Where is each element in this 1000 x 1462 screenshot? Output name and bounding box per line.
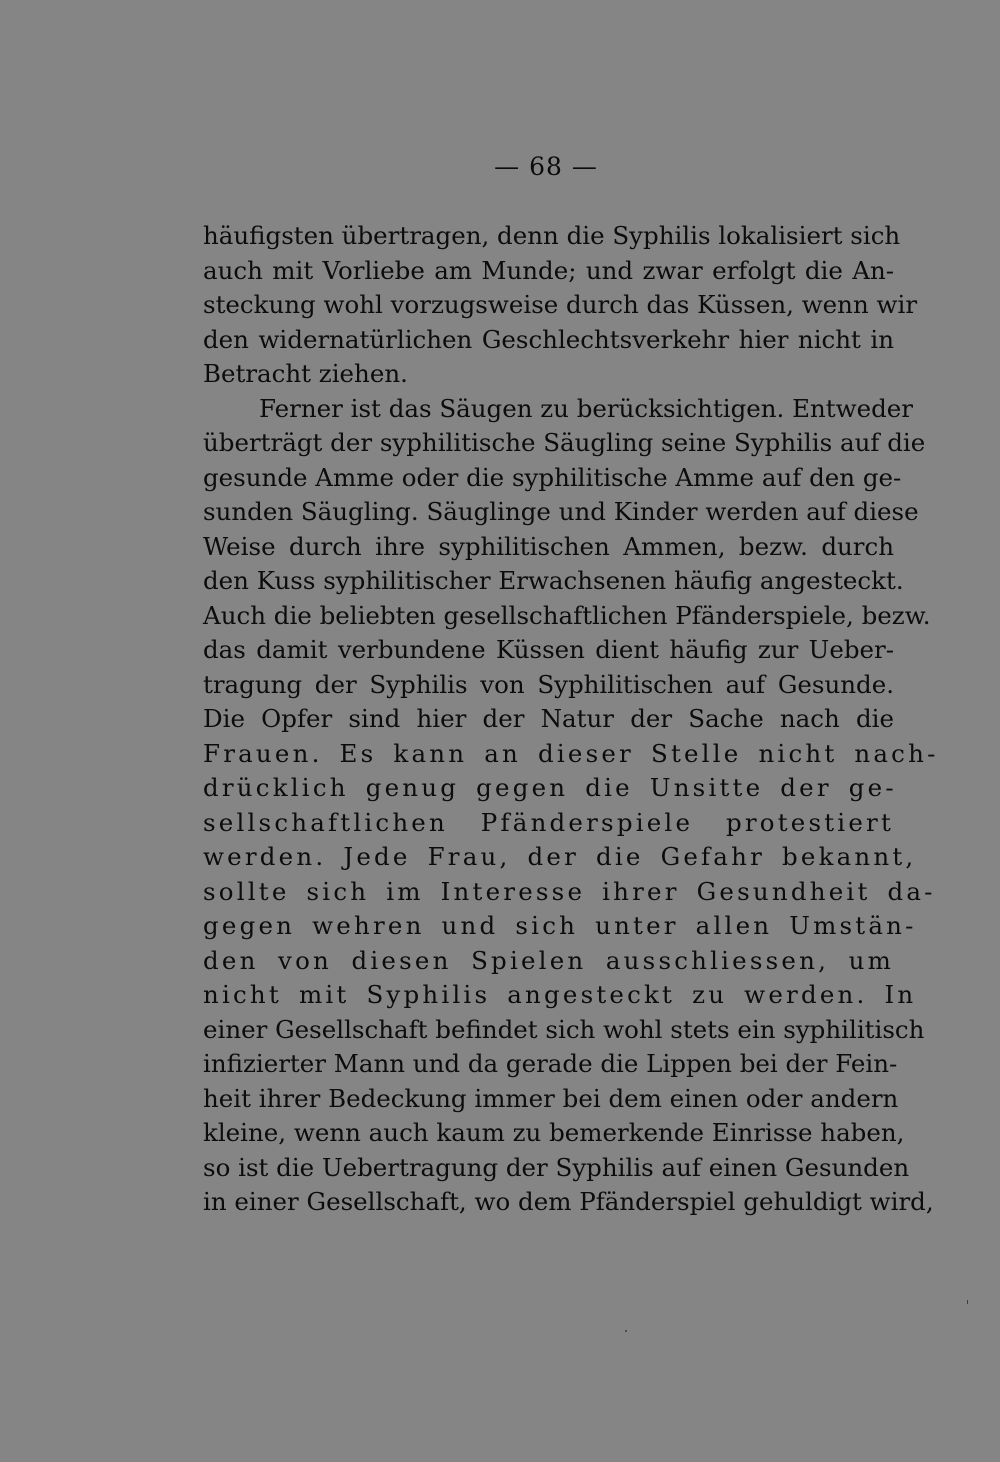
text-line: tragung der Syphilis von Syphilitischen auf Gesunde. — [203, 669, 894, 699]
text-line: Weise durch ihre syphilitischen Ammen, bezw. durch — [203, 531, 894, 561]
spaced-text-line: werden. Jede Frau, der die Gefahr bekannt, — [203, 842, 917, 871]
text-line: häufigsten übertragen, denn die Syphilis lokalisiert sich — [203, 221, 901, 250]
text-line: Auch die beliebten gesellschaftlichen Pfänderspiele, bezw. — [203, 600, 931, 630]
body-text — [203, 219, 939, 1220]
spaced-text-line: drücklich genug gegen die Unsitte der ge- — [203, 773, 897, 802]
text-line: Betracht ziehen. — [203, 359, 408, 388]
text-line: so ist die Uebertragung der Syphilis auf einen Gesunden — [203, 1152, 910, 1182]
spaced-text-line: nicht mit Syphilis angesteckt zu werden. In — [203, 980, 917, 1009]
spaced-text-line: gegen wehren und sich unter allen Umstän- — [203, 911, 917, 940]
scan-speck — [967, 1300, 968, 1304]
spaced-text-line: den von diesen Spielen ausschliessen, um — [203, 945, 894, 975]
text-line: sunden Säugling. Säuglinge und Kinder werden auf diese — [203, 497, 919, 526]
text-line: Die Opfer sind hier der Natur der Sache nach die — [203, 704, 894, 733]
text-line: gesunde Amme oder die syphilitische Amme auf den ge- — [203, 462, 902, 492]
text-line: einer Gesellschaft befindet sich wohl stets ein syphilitisch — [203, 1014, 925, 1044]
scan-speck — [625, 1330, 627, 1332]
paragraph-start-line: Ferner ist das Säugen zu berücksichtigen. Entweder — [259, 393, 913, 423]
text-line: steckung wohl vorzugsweise durch das Küssen, wenn wir — [203, 290, 918, 319]
spaced-text-line: Frauen. Es kann an dieser Stelle nicht nach- — [203, 738, 939, 768]
text-line: das damit verbundene Küssen dient häufig zur Ueber- — [203, 635, 894, 664]
text-line: den Kuss syphilitischer Erwachsenen häufig angesteckt. — [203, 566, 904, 595]
text-line: kleine, wenn auch kaum zu bemerkende Einrisse haben, — [203, 1118, 905, 1147]
page-number: — 68 — — [494, 152, 598, 181]
text-line: den widernatürlichen Geschlechtsverkehr hier nicht in — [203, 324, 894, 354]
spaced-text-line: sellschaftlichen Pfänderspiele protestiert — [203, 807, 894, 837]
text-line: infizierter Mann und da gerade die Lippen bei der Fein- — [203, 1049, 898, 1078]
spaced-text-line: sollte sich im Interesse ihrer Gesundheit da- — [203, 876, 936, 906]
text-line: überträgt der syphilitische Säugling seine Syphilis auf die — [203, 428, 926, 457]
text-line: in einer Gesellschaft, wo dem Pfänderspiel gehuldigt wird, — [203, 1187, 934, 1216]
text-line: auch mit Vorliebe am Munde; und zwar erfolgt die An- — [203, 255, 894, 285]
text-line: heit ihrer Bedeckung immer bei dem einen oder andern — [203, 1083, 899, 1113]
